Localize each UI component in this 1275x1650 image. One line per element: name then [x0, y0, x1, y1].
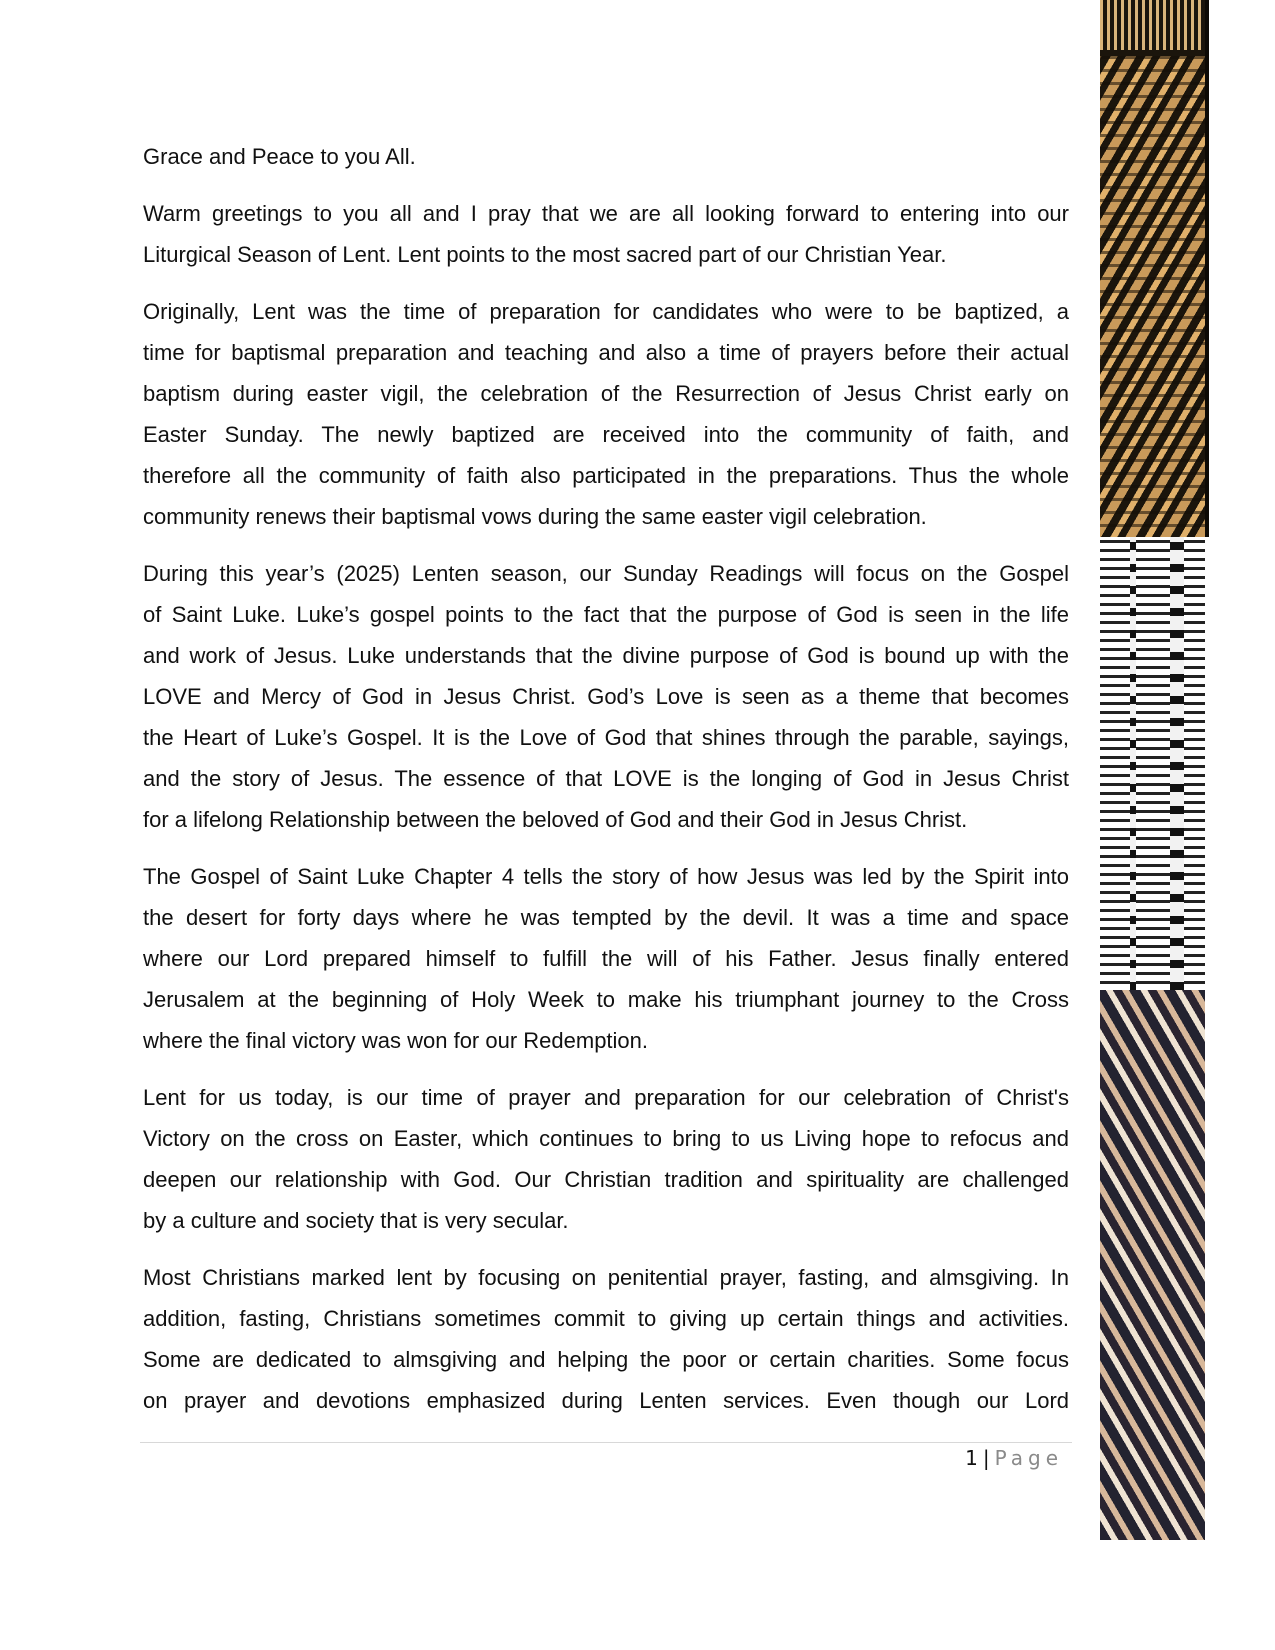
- text-line: time for baptismal preparation and teaching and also a time of prayers before their actual: [143, 340, 1069, 365]
- tapa-pattern-triangles: [1100, 990, 1205, 1540]
- text-line: Most Christians marked lent by focusing on penitential prayer, fasting, and almsgiving. In: [143, 1265, 1069, 1290]
- paragraph: [143, 1257, 1069, 1421]
- text-line: addition, fasting, Christians sometimes commit to giving up certain things and activities.: [143, 1306, 1069, 1331]
- text-line: by a culture and society that is very secular.: [143, 1208, 569, 1233]
- text-line: LOVE and Mercy of God in Jesus Christ. God’s Love is seen as a theme that becomes: [143, 684, 1069, 709]
- text-line: and the story of Jesus. The essence of that LOVE is the longing of God in Jesus Christ: [143, 766, 1069, 791]
- text-line: of Saint Luke. Luke’s gospel points to the fact that the purpose of God is seen in the life: [143, 602, 1069, 627]
- text-line: During this year’s (2025) Lenten season, our Sunday Readings will focus on the Gospel: [143, 561, 1069, 586]
- text-line: deepen our relationship with God. Our Christian tradition and spirituality are challenged: [143, 1167, 1069, 1192]
- paragraph: [143, 1077, 1069, 1241]
- document-body: [143, 136, 1069, 1437]
- decorative-tapa-border: [1100, 0, 1205, 1540]
- text-line: Liturgical Season of Lent. Lent points to the most sacred part of our Christian Year.: [143, 242, 947, 267]
- text-line: The Gospel of Saint Luke Chapter 4 tells the story of how Jesus was led by the Spirit into: [143, 864, 1069, 889]
- paragraph: [143, 856, 1069, 1061]
- text-line: for a lifelong Relationship between the beloved of God and their God in Jesus Christ.: [143, 807, 968, 832]
- text-line: Lent for us today, is our time of prayer and preparation for our celebration of Christ's: [143, 1085, 1069, 1110]
- text-line: therefore all the community of faith also participated in the preparations. Thus the whole: [143, 463, 1069, 488]
- page-footer: [965, 1446, 1063, 1470]
- text-line: the Heart of Luke’s Gospel. It is the Love of God that shines through the parable, sayings,: [143, 725, 1069, 750]
- page-separator: |: [982, 1446, 991, 1470]
- tapa-pattern-gold: [1100, 0, 1209, 537]
- text-line: Originally, Lent was the time of preparation for candidates who were to be baptized, a: [143, 299, 1069, 324]
- text-line: Victory on the cross on Easter, which continues to bring to us Living hope to refocus and: [143, 1126, 1069, 1151]
- text-line: Some are dedicated to almsgiving and helping the poor or certain charities. Some focus: [143, 1347, 1069, 1372]
- text-line: on prayer and devotions emphasized during Lenten services. Even though our Lord: [143, 1388, 1069, 1413]
- text-line: Warm greetings to you all and I pray that we are all looking forward to entering into our: [143, 201, 1069, 226]
- text-line: baptism during easter vigil, the celebration of the Resurrection of Jesus Christ early on: [143, 381, 1069, 406]
- footer-divider: [140, 1442, 1072, 1443]
- paragraph: [143, 291, 1069, 537]
- page-number: 1: [965, 1446, 979, 1470]
- text-line: Grace and Peace to you All.: [143, 144, 416, 169]
- tapa-pattern-white: [1100, 537, 1205, 990]
- text-line: community renews their baptismal vows during the same easter vigil celebration.: [143, 504, 927, 529]
- text-line: Easter Sunday. The newly baptized are received into the community of faith, and: [143, 422, 1069, 447]
- paragraph: [143, 193, 1069, 275]
- text-line: where our Lord prepared himself to fulfill the will of his Father. Jesus finally entered: [143, 946, 1069, 971]
- paragraph: [143, 136, 1069, 177]
- text-line: where the final victory was won for our Redemption.: [143, 1028, 649, 1053]
- page-label: Page: [994, 1446, 1063, 1470]
- text-line: and work of Jesus. Luke understands that the divine purpose of God is bound up with the: [143, 643, 1069, 668]
- text-line: the desert for forty days where he was tempted by the devil. It was a time and space: [143, 905, 1069, 930]
- paragraph: [143, 553, 1069, 840]
- text-line: Jerusalem at the beginning of Holy Week to make his triumphant journey to the Cross: [143, 987, 1069, 1012]
